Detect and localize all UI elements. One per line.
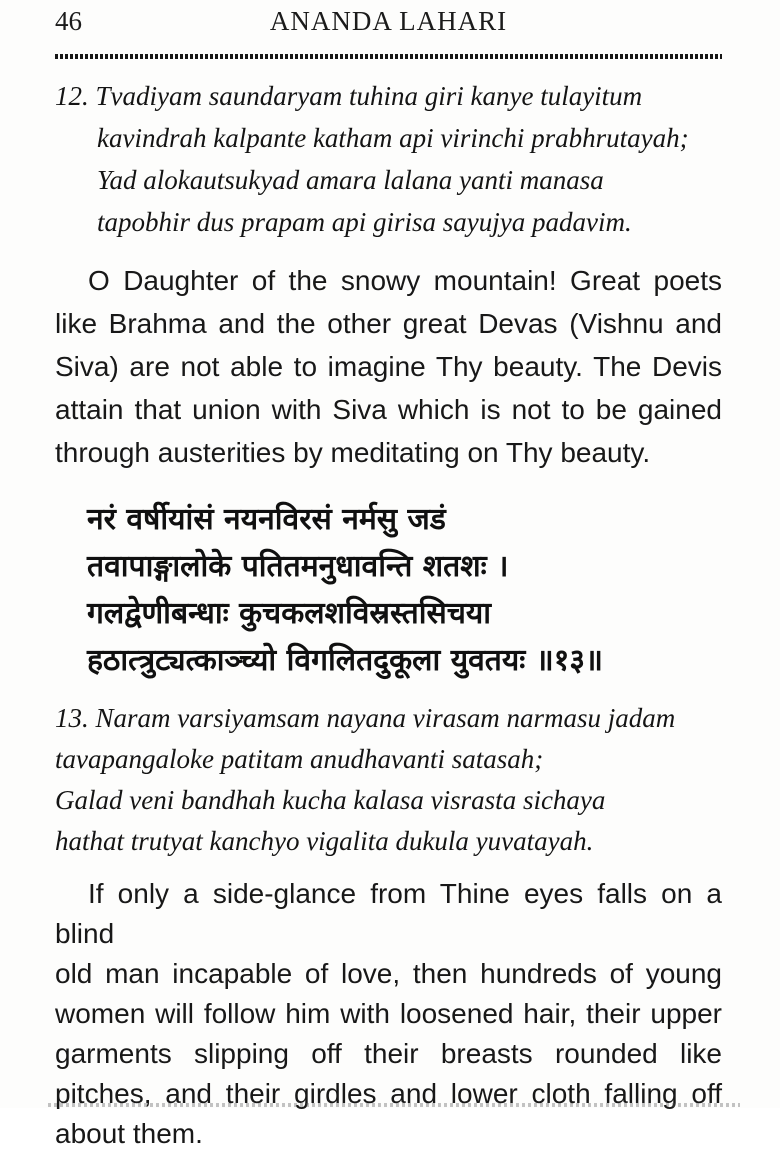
book-title: ANANDA LAHARI (269, 6, 508, 36)
translation-12-paragraph (55, 259, 722, 474)
sanskrit-line: तवापाङ्गालोके पतितमनुधावन्ति शतशः । (87, 549, 509, 584)
paragraph-line: O Daughter of the snowy mountain! Great poets (88, 265, 722, 296)
paragraph-line: old man incapable of love, then hundreds of young (55, 958, 722, 989)
paragraph-line: If only a side-glance from Thine eyes falls on a blind (55, 878, 722, 949)
verse-line: kavindrah kalpante katham api virinchi prabhrutayah; (97, 123, 689, 153)
page-header (55, 6, 722, 40)
sanskrit-line: गलद्वेणीबन्धाः कुचकलशविस्रस्तसिचया (87, 596, 492, 631)
paragraph-line: pitches, and their girdles and lower cloth falling off (55, 1078, 722, 1109)
paragraph-line: about them. (55, 1118, 203, 1149)
verse-line: tapobhir dus prapam api girisa sayujya padavim. (97, 207, 632, 237)
paragraph-line: like Brahma and the other great Devas (Vishnu and (55, 308, 722, 339)
verse-line: Yad alokautsukyad amara lalana yanti manasa (97, 165, 604, 195)
verse-13-transliteration (55, 698, 722, 862)
verse-line: 13. Naram varsiyamsam nayana virasam narmasu jadam (55, 703, 676, 733)
verse-12-transliteration (55, 75, 722, 243)
sanskrit-line: नरं वर्षीयांसं नयनविरसं नर्मसु जडं (87, 502, 446, 537)
verse-13-sanskrit (55, 496, 722, 684)
paragraph-line: garments slipping off their breasts rounded like (55, 1038, 722, 1069)
translation-13-paragraph (55, 874, 722, 1154)
page-number: 46 (55, 6, 82, 36)
verse-line: tavapangaloke patitam anudhavanti satasah; (55, 744, 544, 774)
bottom-divider (48, 1103, 740, 1107)
verse-line: hathat trutyat kanchyo vigalita dukula yuvatayah. (55, 826, 594, 856)
sanskrit-line: हठात्त्रुट्यत्काञ्च्यो विगलितदुकूला युवतयः ॥१३॥ (87, 643, 603, 678)
verse-line: Galad veni bandhah kucha kalasa visrasta sichaya (55, 785, 606, 815)
header-divider (55, 54, 722, 59)
paragraph-line: through austerities by meditating on Thy beauty. (55, 437, 651, 468)
paragraph-line: Siva) are not able to imagine Thy beauty. The Devis (55, 351, 722, 382)
paragraph-line: women will follow him with loosened hair, their upper (55, 998, 722, 1029)
verse-line: 12. Tvadiyam saundaryam tuhina giri kanye tulayitum (55, 81, 643, 111)
paragraph-line: attain that union with Siva which is not to be gained (55, 394, 722, 425)
